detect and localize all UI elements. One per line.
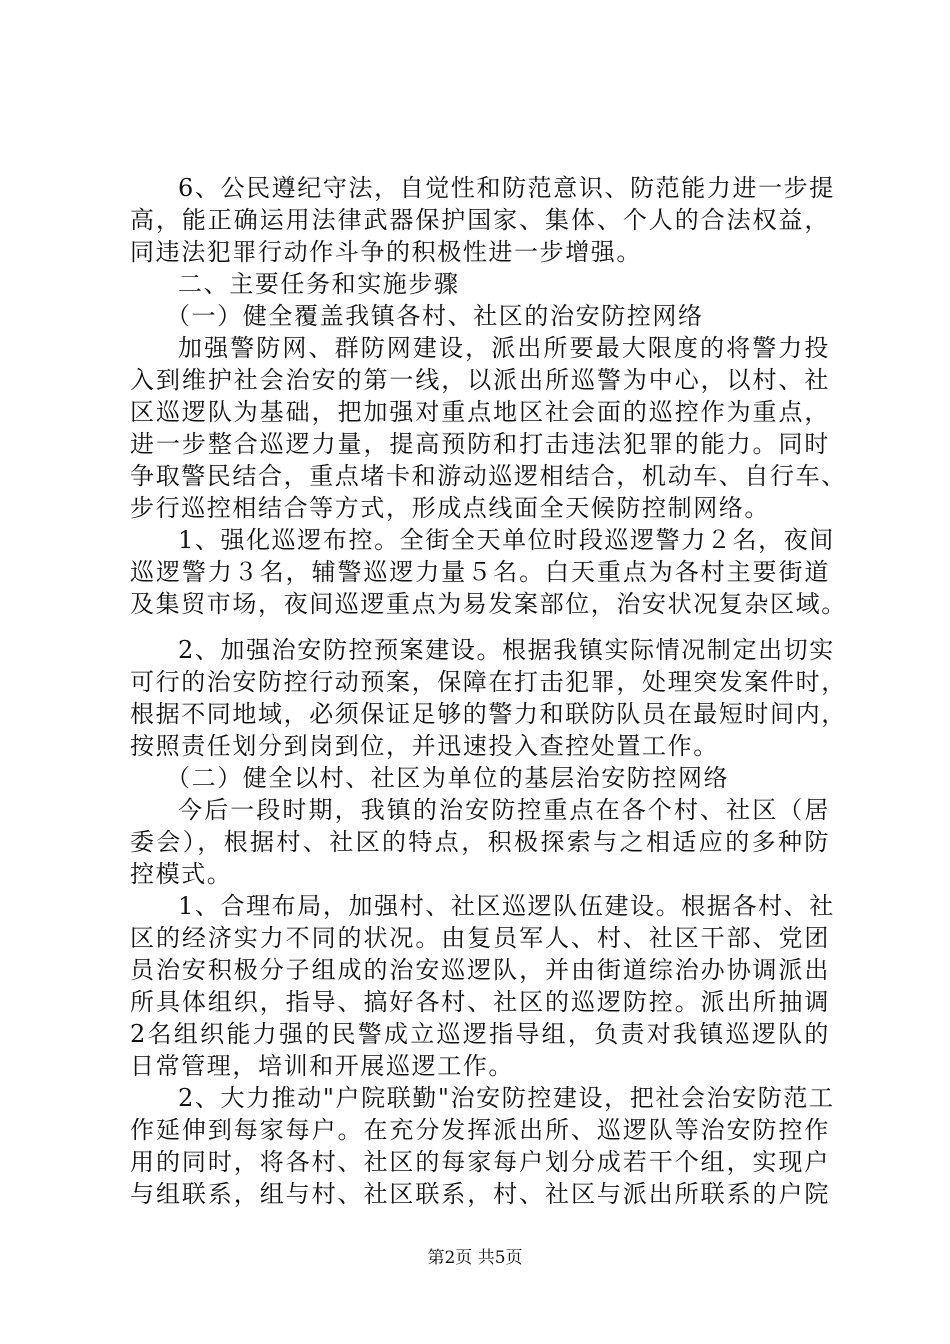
text-line: 进一步整合巡逻力量，提高预防和打击违法犯罪的能力。同时 xyxy=(130,430,830,458)
text-line: 作延伸到每家每户。在充分发挥派出所、巡逻队等治安防控作 xyxy=(130,1116,830,1144)
text-line: 区巡逻队为基础，把加强对重点地区社会面的巡控作为重点， xyxy=(130,398,830,426)
text-line: 巡逻警力３名，辅警巡逻力量５名。白天重点为各村主要街道 xyxy=(130,558,830,586)
text-line: 区的经济实力不同的状况。由复员军人、村、社区干部、党团 xyxy=(130,924,830,952)
subsection-heading: （一）健全覆盖我镇各村、社区的治安防控网络 xyxy=(166,302,704,330)
text-line: 6、公民遵纪守法，自觉性和防范意识、防范能力进一步提 xyxy=(178,174,835,202)
text-line: 争取警民结合，重点堵卡和游动巡逻相结合，机动车、自行车、 xyxy=(130,462,847,490)
text-line: 按照责任划分到岗到位，并迅速投入查控处置工作。 xyxy=(130,732,719,760)
text-line: 加强警防网、群防网建设，派出所要最大限度的将警力投 xyxy=(178,334,830,362)
text-line: 员治安积极分子组成的治安巡逻队，并由街道综治办协调派出 xyxy=(130,956,830,984)
text-line: 委会），根据村、社区的特点，积极探索与之相适应的多种防 xyxy=(130,828,830,856)
text-line: 用的同时，将各村、社区的每家每户划分成若干个组，实现户 xyxy=(130,1148,830,1176)
text-line: 1、合理布局，加强村、社区巡逻队伍建设。根据各村、社 xyxy=(178,892,835,920)
page-footer: 第2页 共5页 xyxy=(427,1248,523,1268)
text-line: 控模式。 xyxy=(130,860,233,888)
text-line: 2、加强治安防控预案建设。根据我镇实际情况制定出切实 xyxy=(178,636,835,664)
text-line: 日常管理，培训和开展巡逻工作。 xyxy=(130,1052,514,1080)
text-line: 步行巡控相结合等方式，形成点线面全天候防控制网络。 xyxy=(130,494,770,522)
text-line: 可行的治安防控行动预案，保障在打击犯罪，处理突发案件时， xyxy=(130,668,847,696)
text-line: 所具体组织，指导、搞好各村、社区的巡逻防控。派出所抽调 xyxy=(130,988,830,1016)
text-line: 1、强化巡逻布控。全街全天单位时段巡逻警力２名，夜间 xyxy=(178,526,835,554)
text-line: 今后一段时期，我镇的治安防控重点在各个村、社区（居 xyxy=(178,796,830,824)
text-line: 与组联系，组与村、社区联系，村、社区与派出所联系的户院 xyxy=(130,1180,830,1208)
text-line: 及集贸市场，夜间巡逻重点为易发案部位，治安状况复杂区域。 xyxy=(130,590,847,618)
text-line: 2、大力推动"户院联勤"治安防控建设，把社会治安防范工 xyxy=(178,1084,835,1112)
subsection-heading: （二）健全以村、社区为单位的基层治安防控网络 xyxy=(166,764,730,792)
text-line: 根据不同地域，必须保证足够的警力和联防队员在最短时间内， xyxy=(130,700,847,728)
text-line: 同违法犯罪行动作斗争的积极性进一步增强。 xyxy=(130,238,642,266)
text-line: 2名组织能力强的民警成立巡逻指导组，负责对我镇巡逻队的 xyxy=(130,1020,830,1048)
section-heading: 二、主要任务和实施步骤 xyxy=(178,270,460,298)
text-line: 高，能正确运用法律武器保护国家、集体、个人的合法权益， xyxy=(130,206,830,234)
text-line: 入到维护社会治安的第一线，以派出所巡警为中心，以村、社 xyxy=(130,366,830,394)
